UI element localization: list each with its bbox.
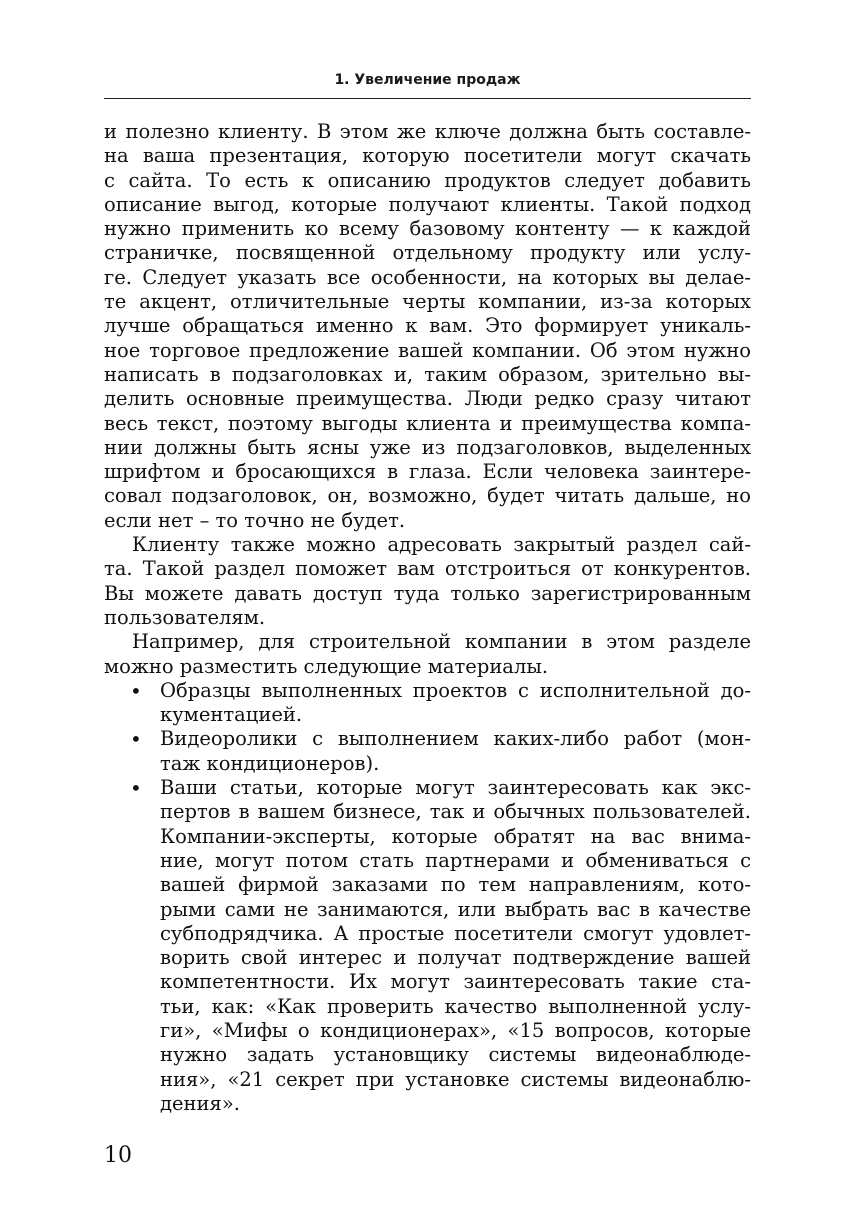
text-line: нужно применить ко всему базовому контенту — к каждой (104, 217, 751, 241)
text-line: компетентности. Их могут заинтересовать такие ста- (160, 970, 751, 994)
text-line: нии должны быть ясны уже из подзаголовков, выделенных (104, 435, 751, 459)
text-line: вашей фирмой заказами по тем направлениям, кото- (160, 873, 751, 897)
text-line: те акцент, отличительные черты компании, из-за которых (104, 290, 751, 314)
text-line: лучше обращаться именно к вам. Это формирует уникаль- (104, 314, 751, 338)
text-line: Ваши статьи, которые могут заинтересовать как экс- (160, 776, 751, 800)
list-item (104, 727, 751, 776)
text-line: пертов в вашем бизнесе, так и обычных пользователей. (160, 800, 751, 824)
text-line: пользователям. (104, 605, 266, 629)
bullet-icon: • (130, 727, 142, 752)
text-line: с сайта. То есть к описанию продуктов следует добавить (104, 168, 751, 192)
list-item (104, 776, 751, 1116)
text-line: написать в подзаголовках и, таким образом, зрительно вы- (104, 362, 751, 386)
text-line: Клиенту также можно адресовать закрытый раздел сай- (132, 533, 751, 557)
bullet-icon: • (130, 678, 142, 703)
text-line: кументацией. (160, 703, 303, 727)
text-line: Образцы выполненных проектов с исполнительной до- (160, 678, 751, 702)
text-line: совал подзаголовок, он, возможно, будет читать дальше, но (104, 484, 751, 508)
text-line: страничке, посвященной отдельному продукту или услу- (104, 241, 751, 265)
text-line: можно разместить следующие материалы. (104, 654, 549, 678)
text-line: шрифтом и бросающихся в глаза. Если человека заинтере- (104, 460, 751, 484)
running-title: 1. Увеличение продаж (334, 72, 521, 88)
header-rule (104, 98, 751, 99)
list-item (104, 679, 751, 728)
text-line: та. Такой раздел поможет вам отстроиться от конкурентов. (104, 557, 751, 581)
paragraph (104, 630, 751, 679)
paragraph (104, 533, 751, 630)
text-line: рыми сами не занимаются, или выбрать вас в качестве (160, 897, 751, 921)
text-line: ния», «21 секрет при установке системы видеонаблю- (160, 1067, 751, 1091)
text-line: ное торговое предложение вашей компании. Об этом нужно (104, 338, 751, 362)
page-number: 10 (104, 1143, 132, 1168)
text-line: субподрядчика. А простые посетители смогут удовлет- (160, 921, 751, 945)
text-line: весь текст, поэтому выгоды клиента и преимущества компа- (104, 411, 751, 435)
text-line: Вы можете давать доступ туда только зарегистрированным (104, 581, 751, 605)
text-line: таж кондиционеров). (160, 751, 380, 775)
body-text (104, 120, 751, 1116)
text-line: нужно задать установщику системы видеонаблюде- (160, 1043, 751, 1067)
text-line: Например, для строительной компании в этом разделе (132, 630, 751, 654)
text-line: Видеоролики с выполнением каких-либо работ (мон- (160, 727, 751, 751)
text-line: Компании-эксперты, которые обратят на вас внима- (160, 824, 751, 848)
text-line: на ваша презентация, которую посетители могут скачать (104, 144, 751, 168)
bullet-icon: • (130, 776, 142, 801)
text-line: описание выгод, которые получают клиенты. Такой подход (104, 192, 751, 216)
text-line: ворить свой интерес и получат подтверждение вашей (160, 946, 751, 970)
text-line: и полезно клиенту. В этом же ключе должна быть составле- (104, 120, 751, 143)
text-line: ние, могут потом стать партнерами и обмениваться с (160, 848, 751, 872)
text-line: дения». (160, 1091, 240, 1115)
text-line: если нет – то точно не будет. (104, 508, 406, 532)
text-line: тьи, как: «Как проверить качество выполненной услу- (160, 994, 751, 1018)
text-line: ги», «Мифы о кондиционерах», «15 вопросов, которые (160, 1018, 751, 1042)
text-line: ге. Следует указать все особенности, на которых вы делае- (104, 265, 751, 289)
text-line: делить основные преимущества. Люди редко сразу читают (104, 387, 751, 411)
paragraph (104, 120, 751, 533)
